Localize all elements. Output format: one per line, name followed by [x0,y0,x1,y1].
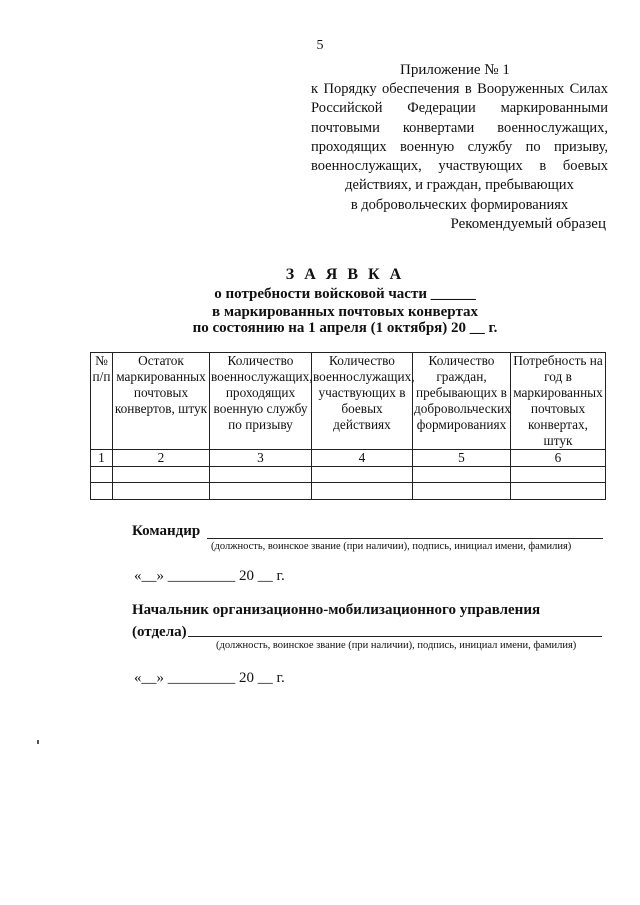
table-cell[interactable] [91,483,113,500]
table-number-row [91,450,606,467]
chief-label-line1: Начальник организационно-мобилизационного управления [132,602,541,618]
table-cell[interactable] [312,483,413,500]
column-number: 5 [413,450,511,467]
table-cell[interactable] [511,483,606,500]
header-cell-combatants: Количество военнослужащих, участвующих в боевых действиях [312,353,413,450]
table-cell[interactable] [113,467,210,483]
commander-caption: (должность, воинское звание (при наличии), подпись, инициал имени, фамилия) [211,541,572,552]
appendix-body [311,80,608,215]
chief-caption: (должность, воинское звание (при наличии), подпись, инициал имени, фамилия) [216,640,577,651]
appendix-line: проходящих военную службу по призыву, [311,138,608,155]
appendix-title: Приложение № 1 [400,62,510,78]
header-cell-conscripts: Количество военнослужащих, проходящих военную службу по призыву [210,353,312,450]
commander-label: Командир [132,523,201,539]
table-cell[interactable] [312,467,413,483]
table-cell[interactable] [413,467,511,483]
table-cell[interactable] [210,483,312,500]
commander-signature-line[interactable] [207,538,603,539]
appendix-line: Российской Федерации маркированными [311,100,608,117]
appendix-line: действиях, и граждан, пребывающих [345,177,574,194]
chief-label-line2: (отдела) [132,624,187,640]
chief-date: «__» _________ 20 __ г. [134,670,285,686]
header-cell-annual-need: Потребность на год в маркированных почтовых конвертах, штук [511,353,606,450]
request-subtitle-2: в маркированных почтовых конвертах [211,304,479,320]
column-number: 1 [91,450,113,467]
header-cell-number: № п/п [91,353,113,450]
chief-signature-line[interactable] [188,636,602,637]
table-header-row [91,353,606,450]
table-cell[interactable] [413,483,511,500]
page-number: 5 [316,38,324,53]
column-number: 2 [113,450,210,467]
appendix-line: в добровольческих формированиях [350,196,569,213]
column-number: 4 [312,450,413,467]
column-number: 6 [511,450,606,467]
scan-speck [37,740,39,744]
request-subtitle-3: по состоянию на 1 апреля (1 октября) 20 __ г. [192,320,498,336]
header-cell-remainder: Остаток маркированных почтовых конвертов, штук [113,353,210,450]
request-table [90,352,606,500]
request-subtitle-1: о потребности войсковой части ______ [214,286,476,302]
table-row [91,467,606,483]
table-cell[interactable] [113,483,210,500]
sample-label: Рекомендуемый образец [450,216,606,232]
commander-date: «__» _________ 20 __ г. [134,568,285,584]
header-cell-volunteers: Количество граждан, пребывающих в добровольческих формированиях [413,353,511,450]
appendix-line: к Порядку обеспечения в Вооруженных Силах [311,81,608,97]
table-cell[interactable] [511,467,606,483]
request-title: З А Я В К А [285,266,405,283]
column-number: 3 [210,450,312,467]
table-cell[interactable] [91,467,113,483]
appendix-line: почтовыми конвертами военнослужащих, [311,119,608,136]
table-row [91,483,606,500]
table-cell[interactable] [210,467,312,483]
appendix-line: военнослужащих, участвующих в боевых [311,158,608,175]
